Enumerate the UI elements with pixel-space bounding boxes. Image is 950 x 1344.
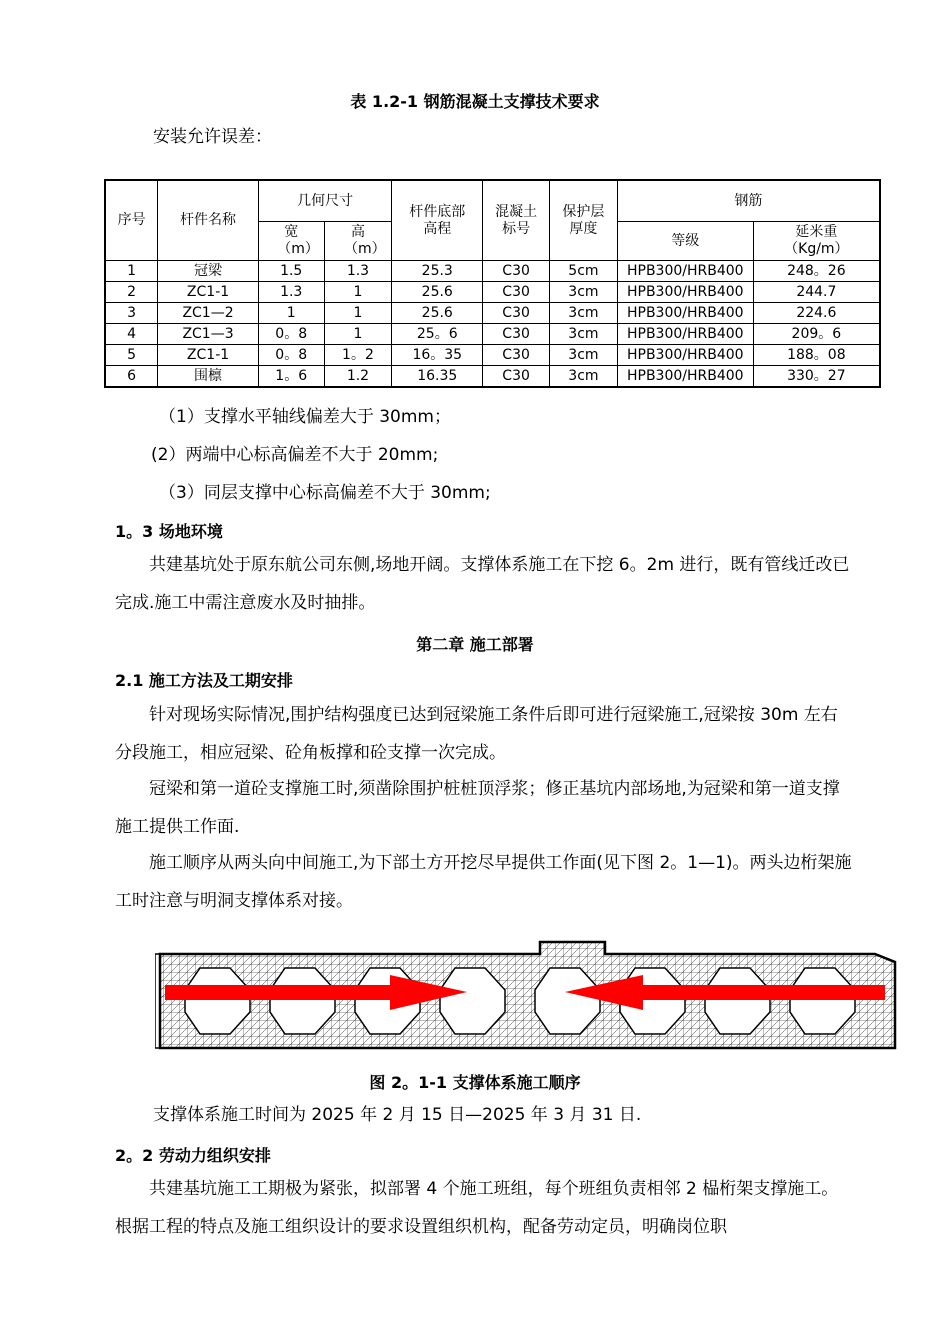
cell: C30 <box>483 366 550 388</box>
header-weight: 延米重（Kg/m） <box>753 222 880 261</box>
cell: C30 <box>483 261 550 282</box>
cell: 0。8 <box>258 324 324 345</box>
cell: 3cm <box>550 303 618 324</box>
header-width: 宽（m） <box>258 222 324 261</box>
cell: 1.2 <box>324 366 392 388</box>
cell: 5cm <box>550 261 618 282</box>
spec-table <box>104 179 881 388</box>
tolerance-1: （1）支撑水平轴线偏差大于 30mm； <box>159 407 451 427</box>
cell: 冠梁 <box>158 261 259 282</box>
cell: 1。2 <box>324 345 392 366</box>
cell: 1 <box>324 282 392 303</box>
cell: 16.35 <box>392 366 483 388</box>
cell: 25.6 <box>392 282 483 303</box>
header-concrete: 混凝土标号 <box>483 180 550 261</box>
table-row <box>105 366 880 388</box>
cell: ZC1—3 <box>158 324 259 345</box>
section-2-1-heading: 2.1 施工方法及工期安排 <box>115 671 293 690</box>
cell: 3cm <box>550 282 618 303</box>
cell: 3cm <box>550 324 618 345</box>
support-system-figure <box>155 940 898 1052</box>
cell: 16。35 <box>392 345 483 366</box>
cell: 248。26 <box>753 261 880 282</box>
header-geometry: 几何尺寸 <box>258 180 392 222</box>
table-title: 表 1.2-1 钢筋混凝土支撑技术要求 <box>350 92 600 111</box>
figure-caption: 图 2。1-1 支撑体系施工顺序 <box>369 1073 581 1092</box>
cell: C30 <box>483 345 550 366</box>
cell: 209。6 <box>753 324 880 345</box>
cell: HPB300/HRB400 <box>617 345 753 366</box>
cell: C30 <box>483 303 550 324</box>
header-height: 高（m） <box>324 222 392 261</box>
cell: 244.7 <box>753 282 880 303</box>
table-row <box>105 261 880 282</box>
cell: 330。27 <box>753 366 880 388</box>
section-2-1-p3: 施工顺序从两头向中间施工,为下部土方开挖尽早提供工作面(见下图 2。1—1)。两头边桁架施工时注意与明洞支撑体系对接。 <box>115 853 852 911</box>
section-2-2-text: 共建基坑施工工期极为紧张，拟部署 4 个施工班组，每个班组负责相邻 2 榀桁架支撑施工。根据工程的特点及施工组织设计的要求设置组织机构，配备劳动定员，明确岗位职 <box>115 1179 839 1237</box>
cell: 1.3 <box>258 282 324 303</box>
cell: 3 <box>105 303 158 324</box>
section-1-3-text: 共建基坑处于原东航公司东侧,场地开阔。支撑体系施工在下挖 6。2m 进行，既有管线迁改已完成.施工中需注意废水及时抽排。 <box>115 555 850 613</box>
cell: HPB300/HRB400 <box>617 366 753 388</box>
header-bottom-elev: 杆件底部高程 <box>392 180 483 261</box>
cell: 1 <box>324 324 392 345</box>
cell: 1.3 <box>324 261 392 282</box>
tolerance-intro: 安装允许误差： <box>153 127 272 147</box>
cell: 25.3 <box>392 261 483 282</box>
header-name: 杆件名称 <box>158 180 259 261</box>
cell: 1 <box>105 261 158 282</box>
cell: 5 <box>105 345 158 366</box>
cell: 2 <box>105 282 158 303</box>
table-row <box>105 282 880 303</box>
cell: 3cm <box>550 366 618 388</box>
cell: ZC1-1 <box>158 282 259 303</box>
cell: C30 <box>483 282 550 303</box>
section-2-1-p1: 针对现场实际情况,围护结构强度已达到冠梁施工条件后即可进行冠梁施工,冠梁按 30m 左右分段施工，相应冠梁、砼角板撑和砼支撑一次完成。 <box>115 705 838 763</box>
cell: 1 <box>324 303 392 324</box>
tolerance-3: （3）同层支撑中心标高偏差不大于 30mm; <box>159 483 491 503</box>
cell: HPB300/HRB400 <box>617 324 753 345</box>
cell: HPB300/HRB400 <box>617 261 753 282</box>
cell: 188。08 <box>753 345 880 366</box>
cell: ZC1—2 <box>158 303 259 324</box>
cell: 围檩 <box>158 366 259 388</box>
section-1-3-heading: 1。3 场地环境 <box>115 522 223 541</box>
cell: 1 <box>258 303 324 324</box>
header-rebar: 钢筋 <box>617 180 880 222</box>
cell: 1.5 <box>258 261 324 282</box>
table-row <box>105 345 880 366</box>
header-no: 序号 <box>105 180 158 261</box>
schedule-text: 支撑体系施工时间为 2025 年 2 月 15 日—2025 年 3 月 31 日. <box>153 1105 642 1125</box>
header-cover: 保护层厚度 <box>550 180 618 261</box>
tolerance-2: (2）两端中心标高偏差不大于 20mm; <box>151 445 439 465</box>
cell: 25。6 <box>392 324 483 345</box>
header-grade: 等级 <box>617 222 753 261</box>
cell: 25.6 <box>392 303 483 324</box>
cell: C30 <box>483 324 550 345</box>
section-2-2-heading: 2。2 劳动力组织安排 <box>115 1146 271 1165</box>
table-row <box>105 324 880 345</box>
cell: 1。6 <box>258 366 324 388</box>
section-2-1-p2: 冠梁和第一道砼支撑施工时,须凿除围护桩桩顶浮浆；修正基坑内部场地,为冠梁和第一道支撑施工提供工作面. <box>115 779 840 837</box>
cell: 3cm <box>550 345 618 366</box>
cell: 4 <box>105 324 158 345</box>
cell: 0。8 <box>258 345 324 366</box>
chapter-2-title: 第二章 施工部署 <box>416 635 534 654</box>
cell: 6 <box>105 366 158 388</box>
cell: HPB300/HRB400 <box>617 282 753 303</box>
cell: HPB300/HRB400 <box>617 303 753 324</box>
table-row <box>105 303 880 324</box>
cell: 224.6 <box>753 303 880 324</box>
cell: ZC1-1 <box>158 345 259 366</box>
